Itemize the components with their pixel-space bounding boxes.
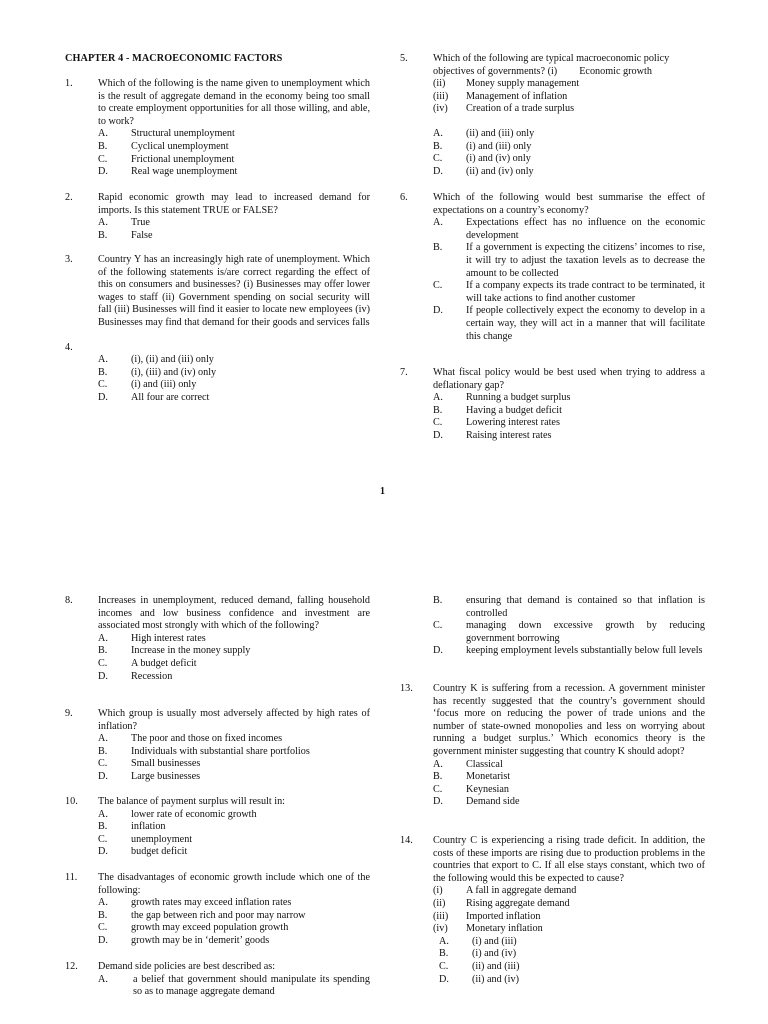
question-text — [433, 53, 705, 78]
question-number: 3. — [65, 254, 73, 265]
options-list — [98, 217, 370, 242]
option-text: Small businesses — [131, 758, 201, 770]
question-13 — [400, 683, 705, 809]
items-list — [433, 885, 705, 935]
question-8 — [65, 595, 370, 683]
option — [98, 897, 370, 910]
question-4 — [65, 342, 370, 404]
item-label: (ii) — [433, 78, 446, 90]
item-label: (iii) — [433, 90, 449, 102]
option — [98, 367, 370, 380]
option-text: A budget deficit — [131, 657, 197, 669]
option-label: A. — [98, 128, 108, 140]
options-list — [433, 759, 705, 809]
item-label: (iii) — [433, 910, 449, 922]
option — [98, 821, 370, 834]
option-text: False — [131, 229, 153, 241]
option-text: growth rates may exceed inflation rates — [131, 897, 292, 909]
option-label: B. — [98, 366, 108, 378]
question-2 — [65, 192, 370, 242]
option — [98, 671, 370, 684]
option-label: B. — [98, 229, 108, 241]
option-text: Keynesian — [466, 783, 509, 795]
option — [98, 846, 370, 859]
option — [433, 759, 705, 772]
option-label: A. — [433, 127, 443, 139]
options-list — [433, 595, 705, 658]
option-text: Increase in the money supply — [131, 645, 251, 657]
option-text: the gap between rich and poor may narrow — [131, 909, 306, 921]
option-label: D. — [439, 973, 449, 985]
option-label: C. — [98, 379, 108, 391]
option — [433, 430, 705, 443]
options-list — [433, 128, 705, 178]
option-label: D. — [433, 429, 443, 441]
option — [439, 948, 705, 961]
option-text: (i) and (iii) only — [131, 379, 197, 391]
question-10 — [65, 796, 370, 859]
option-label: B. — [439, 948, 449, 960]
question-text: What fiscal policy would be best used when trying to address a deflationary gap? — [433, 367, 705, 391]
option-text: Running a budget surplus — [466, 392, 571, 404]
option-label: D. — [98, 846, 108, 858]
question-number: 7. — [400, 367, 408, 378]
option — [433, 141, 705, 154]
option-text: (i) and (iii) only — [466, 140, 532, 152]
option — [433, 796, 705, 809]
question-text: The disadvantages of economic growth include which one of the following: — [98, 872, 370, 896]
options-list — [98, 897, 370, 947]
option-label: A. — [98, 632, 108, 644]
chapter-title: CHAPTER 4 - MACROECONOMIC FACTORS — [65, 53, 283, 64]
option-text: (ii) and (iv) — [472, 973, 519, 985]
option-label: A. — [439, 935, 449, 947]
item-label: (iv) — [433, 103, 448, 115]
option-text: Expectations effect has no influence on the economic development — [466, 217, 705, 241]
option-text: High interest rates — [131, 632, 206, 644]
question-text: Which of the following would best summarise the effect of expectations on a country’s economy? — [433, 192, 705, 216]
option-label: D. — [98, 934, 108, 946]
option — [98, 230, 370, 243]
option-label: D. — [433, 645, 443, 657]
option-label: C. — [433, 153, 443, 165]
item-label: (i) — [433, 885, 443, 897]
option-label: D. — [433, 165, 443, 177]
option-text: Demand side — [466, 796, 520, 808]
question-7 — [400, 367, 705, 443]
option-label: A. — [98, 973, 108, 985]
option-label: A. — [433, 392, 443, 404]
option — [433, 595, 705, 620]
option-text: lower rate of economic growth — [131, 808, 257, 820]
question-text-main: Which of the following are typical macroeconomic policy objectives of governments? (i) — [433, 53, 670, 77]
option-label: A. — [433, 217, 443, 229]
option — [98, 128, 370, 141]
option — [98, 633, 370, 646]
option — [98, 910, 370, 923]
option — [98, 922, 370, 935]
option — [433, 128, 705, 141]
option-text: If a company expects its trade contract to be terminated, it will take actions to find another customer — [466, 280, 705, 304]
question-5 — [400, 53, 705, 178]
question-number: 12. — [65, 961, 78, 972]
option — [98, 645, 370, 658]
option — [433, 417, 705, 430]
option-label: A. — [98, 354, 108, 365]
option-label: A. — [98, 897, 108, 909]
option-text: Individuals with substantial share portfolios — [131, 745, 310, 757]
option-text: growth may exceed population growth — [131, 922, 289, 934]
option — [98, 354, 370, 367]
question-text: Country Y has an increasingly high rate of unemployment. Which of the following statements is/are correct regarding the effect of this on consumers and businesses? (i) Businesses may offer lower wages to staff (ii) Government spending on social security will fall (iii) Businesses will find it easier to locate new employees (iv) Businesses may find that demand for their goods and services falls — [98, 254, 370, 328]
option — [98, 154, 370, 167]
page-number: 1 — [380, 486, 385, 497]
option — [98, 658, 370, 671]
option-text: (ii) and (iii) only — [466, 127, 535, 139]
option — [433, 392, 705, 405]
option-text: Large businesses — [131, 770, 201, 782]
question-number: 9. — [65, 708, 73, 719]
option — [98, 758, 370, 771]
option-label: D. — [433, 796, 443, 808]
question-1 — [65, 78, 370, 179]
option-text: Cyclical unemployment — [131, 140, 229, 152]
question-number: 6. — [400, 192, 408, 203]
item-label: (ii) — [433, 897, 446, 909]
option-text: (ii) and (iv) only — [466, 165, 534, 177]
option — [433, 305, 705, 343]
option-label: D. — [433, 305, 443, 317]
option-text: inflation — [131, 821, 166, 833]
option-label: C. — [433, 783, 443, 795]
option-text: Monetarist — [466, 771, 511, 783]
roman-item — [433, 923, 705, 936]
option-label: C. — [433, 280, 443, 292]
option — [98, 141, 370, 154]
question-number: 14. — [400, 835, 413, 846]
option-label: D. — [98, 391, 108, 403]
question-text: Which group is usually most adversely affected by high rates of inflation? — [98, 708, 370, 732]
question-number: 13. — [400, 683, 413, 694]
roman-item — [433, 898, 705, 911]
option-text: The poor and those on fixed incomes — [131, 733, 283, 745]
option — [98, 379, 370, 392]
options-list — [98, 342, 370, 404]
option — [433, 242, 705, 280]
option-text: growth may be in ‘demerit’ goods — [131, 934, 270, 946]
option — [98, 733, 370, 746]
option-text: budget deficit — [131, 846, 188, 858]
option-text: (i) and (iv) only — [466, 153, 531, 165]
option-text: Structural unemployment — [131, 128, 235, 140]
question-text: Country C is experiencing a rising trade deficit. In addition, the costs of these imports are rising due to production problems in the countries that export to C. If all else stays constant, which two of the following would this be expected to cause? — [433, 835, 705, 884]
option-text: (i), (iii) and (iv) only — [131, 366, 217, 378]
roman-item — [433, 911, 705, 924]
question-number: 4. — [65, 342, 73, 353]
option — [433, 280, 705, 305]
item-text: Imported inflation — [466, 910, 541, 922]
option-label: C. — [439, 960, 449, 972]
option-text: (ii) and (iii) — [472, 960, 520, 972]
option-label: B. — [98, 745, 108, 757]
option — [98, 809, 370, 822]
option — [98, 834, 370, 847]
question-number: 5. — [400, 53, 408, 64]
option-label: D. — [98, 166, 108, 178]
option — [433, 771, 705, 784]
roman-item — [433, 78, 705, 91]
option — [433, 784, 705, 797]
option-text: Real wage unemployment — [131, 166, 238, 178]
option-text: Frictional unemployment — [131, 153, 235, 165]
option-label: C. — [433, 417, 443, 429]
option-text: (i) and (iii) — [472, 935, 517, 947]
option-label: A. — [433, 758, 443, 770]
option-text: unemployment — [131, 833, 193, 845]
option-label: C. — [98, 153, 108, 165]
option — [98, 771, 370, 784]
option — [439, 974, 705, 987]
option — [439, 936, 705, 949]
item-i-text: Economic growth — [579, 65, 652, 77]
item-text: Money supply management — [466, 78, 580, 90]
question-3 — [65, 254, 370, 330]
question-number: 8. — [65, 595, 73, 606]
roman-item — [433, 103, 705, 116]
option-label: C. — [98, 758, 108, 770]
option-text: Classical — [466, 758, 503, 770]
question-6 — [400, 192, 705, 343]
option-label: B. — [98, 645, 108, 657]
question-number: 1. — [65, 78, 73, 89]
option-text: True — [131, 217, 150, 229]
question-text: Rapid economic growth may lead to increased demand for imports. Is this statement TRUE or FALSE? — [98, 192, 370, 216]
option — [433, 166, 705, 179]
question-12-continued — [400, 595, 705, 658]
option-text: (i), (ii) and (iii) only — [131, 354, 214, 365]
question-12 — [65, 961, 370, 999]
options-list — [98, 128, 370, 178]
option — [433, 217, 705, 242]
option — [98, 217, 370, 230]
option-label: B. — [98, 909, 108, 921]
option-label: B. — [433, 771, 443, 783]
option-text: Recession — [131, 670, 173, 682]
item-text: Rising aggregate demand — [466, 897, 570, 909]
option-label: C. — [98, 657, 108, 669]
option-label: C. — [433, 620, 443, 632]
option-text: keeping employment levels substantially below full levels — [466, 645, 703, 657]
item-text: Monetary inflation — [466, 923, 543, 935]
option-label: D. — [98, 670, 108, 682]
options-list — [433, 217, 705, 343]
item-label: (iv) — [433, 923, 448, 935]
option-text: If a government is expecting the citizens’ incomes to rise, it will try to adjust the taxation levels as to decrease the amount to be collected — [466, 242, 705, 279]
option-text: ensuring that demand is contained so that inflation is controlled — [466, 595, 705, 619]
options-list — [98, 809, 370, 859]
option-label: B. — [433, 595, 443, 606]
options-list — [98, 633, 370, 683]
question-number: 10. — [65, 796, 78, 807]
item-text: Creation of a trade surplus — [466, 103, 575, 115]
option — [98, 974, 370, 999]
question-number: 2. — [65, 192, 73, 203]
option-label: B. — [98, 140, 108, 152]
item-text: Management of inflation — [466, 90, 568, 102]
option-label: A. — [98, 217, 108, 229]
option — [433, 620, 705, 645]
option-label: C. — [98, 922, 108, 934]
options-list — [98, 733, 370, 783]
options-list — [98, 974, 370, 999]
roman-item — [433, 885, 705, 898]
option — [433, 405, 705, 418]
option-text: a belief that government should manipulate its spending so as to manage aggregate demand — [133, 973, 370, 998]
question-text: Demand side policies are best described as: — [98, 961, 276, 972]
question-number: 11. — [65, 872, 78, 883]
option-label: B. — [433, 140, 443, 152]
question-text: Which of the following is the name given to unemployment which is the result of aggregate demand in the economy being too small to create employment opportunities for all those willing, and able, to work? — [98, 78, 370, 127]
options-list — [433, 392, 705, 442]
options-list — [433, 936, 705, 986]
question-9 — [65, 708, 370, 784]
roman-item — [433, 91, 705, 104]
items-list — [433, 78, 705, 116]
option — [98, 166, 370, 179]
option-text: Raising interest rates — [466, 429, 552, 441]
option-text: Having a budget deficit — [466, 404, 562, 416]
option-label: B. — [98, 821, 108, 833]
option-label: B. — [433, 242, 443, 254]
option-label: B. — [433, 404, 443, 416]
option — [98, 935, 370, 948]
option-text: managing down excessive growth by reducing government borrowing — [466, 620, 705, 644]
option-text: If people collectively expect the economy to develop in a certain way, they will act in a manner that will facilitate this change — [466, 305, 705, 342]
option — [98, 746, 370, 759]
item-text: A fall in aggregate demand — [466, 885, 577, 897]
option-label: D. — [98, 770, 108, 782]
option — [433, 153, 705, 166]
option-text: Lowering interest rates — [466, 417, 560, 429]
option-label: A. — [98, 733, 108, 745]
question-text: Increases in unemployment, reduced demand, falling household incomes and low business confidence and investment are associated most strongly with which of the following? — [98, 595, 370, 632]
question-text: The balance of payment surplus will result in: — [98, 796, 286, 807]
option-label: A. — [98, 808, 108, 820]
option-text: (i) and (iv) — [472, 948, 517, 960]
question-11 — [65, 872, 370, 948]
option — [433, 645, 705, 658]
option — [98, 392, 370, 405]
question-14 — [400, 835, 705, 986]
question-text: Country K is suffering from a recession. A government minister has recently suggested that the country’s government should ‘focus more on reducing the power of trade unions and the number of state-owned monopolies and less on worrying about running a budget surplus.’ Which economics theory is the government minister suggesting that country K should adopt? — [433, 683, 705, 757]
option — [439, 961, 705, 974]
option-label: C. — [98, 833, 108, 845]
option-text: All four are correct — [131, 391, 210, 403]
